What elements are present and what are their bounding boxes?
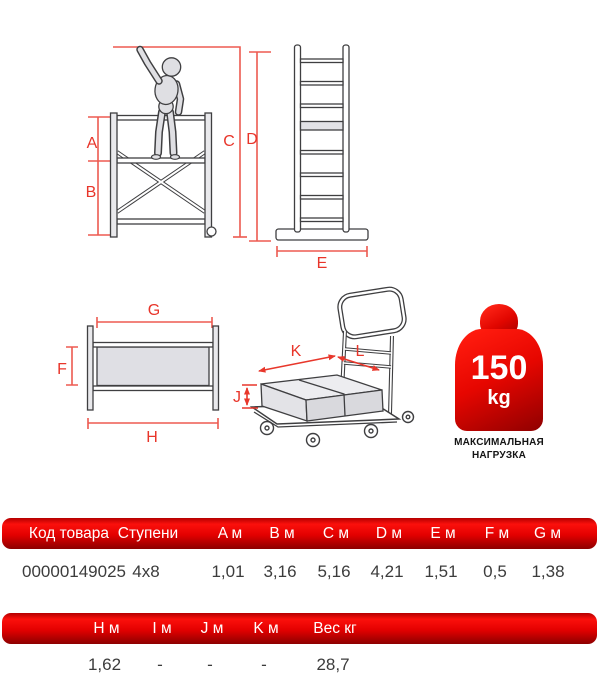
value-k: - [261, 655, 267, 674]
header-f: F м [484, 525, 510, 542]
spec-table-2 [0, 613, 600, 685]
scaffold-diagram [86, 47, 247, 237]
header-c: C м [322, 525, 350, 542]
side-view-frame [88, 326, 219, 410]
side-view-diagram [57, 302, 218, 446]
header-weight: Вес кг [313, 620, 357, 637]
value-steps: 4x8 [132, 562, 160, 581]
value-weight: 28,7 [316, 655, 350, 674]
ladder-frame [276, 45, 368, 240]
value-f: 0,5 [483, 562, 507, 581]
max-load-badge [444, 304, 554, 462]
value-a: 1,01 [211, 562, 245, 581]
value-product-code: 00000149025 [22, 562, 127, 581]
figure-mannequin [140, 50, 181, 160]
max-load-caption-line2: НАГРУЗКА [471, 450, 527, 461]
value-c: 5,16 [317, 562, 351, 581]
dim-label-c: C [223, 133, 235, 150]
max-load-value: 150 [470, 349, 528, 387]
ladder-diagram [246, 45, 368, 272]
header-g: G м [533, 525, 562, 542]
max-load-caption [444, 436, 554, 462]
max-load-unit: kg [487, 387, 511, 409]
weight-icon [455, 329, 543, 431]
value-e: 1,51 [424, 562, 458, 581]
spec-table-1-header [2, 518, 597, 549]
header-i: I м [152, 620, 172, 637]
dim-label-e: E [316, 255, 328, 272]
dim-label-g: G [147, 302, 161, 319]
header-e: E м [430, 525, 456, 542]
dim-label-a: A [86, 135, 98, 152]
header-b: B м [269, 525, 295, 542]
header-product-code: Код товара [28, 525, 110, 542]
header-steps: Ступени [117, 525, 179, 542]
max-load-caption-line1: МАКСИМАЛЬНАЯ [454, 437, 544, 448]
dim-label-j: J [233, 389, 241, 406]
dim-label-h: H [146, 429, 158, 446]
dim-label-d: D [246, 131, 258, 148]
dim-label-f: F [57, 361, 67, 378]
dim-label-b: B [85, 184, 97, 201]
header-a: A м [217, 525, 243, 542]
value-h: 1,62 [87, 655, 122, 674]
value-j: - [207, 655, 213, 674]
scaffold-frame [111, 113, 217, 237]
dim-label-k: K [290, 343, 302, 360]
value-b: 3,16 [263, 562, 297, 581]
spec-table-2-row [0, 644, 600, 685]
spec-table-1 [0, 518, 600, 595]
header-j: J м [200, 620, 224, 637]
header-k: K м [253, 620, 279, 637]
trolley-diagram [233, 287, 414, 446]
value-g: 1,38 [531, 562, 565, 581]
header-h: H м [93, 620, 120, 637]
value-i: - [157, 655, 163, 674]
header-d: D м [375, 525, 403, 542]
spec-table-1-row [0, 549, 600, 595]
value-d: 4,21 [370, 562, 404, 581]
dim-label-l: L [355, 343, 365, 360]
spec-table-2-header [2, 613, 597, 644]
